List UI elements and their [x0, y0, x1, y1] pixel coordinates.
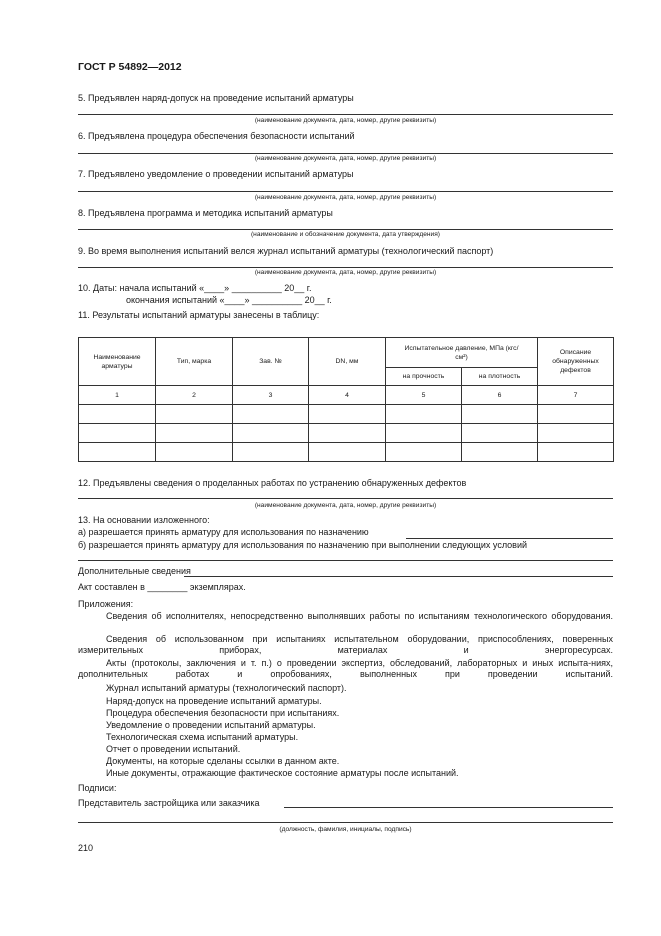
copies-text: Акт составлен в ________ экземплярах. — [78, 582, 246, 592]
col-number: 3 — [233, 386, 309, 405]
appendix-item: Документы, на которые сделаны ссылки в данном акте. — [106, 756, 340, 766]
caption-doc: (наименование документа, дата, номер, другие реквизиты) — [254, 117, 437, 124]
col-number: 5 — [386, 386, 462, 405]
fill-line — [78, 191, 613, 192]
item-8: 8. Предъявлена программа и методика испытаний арматуры — [78, 208, 333, 218]
appendix-item: Технологическая схема испытаний арматуры. — [106, 732, 299, 742]
fill-line — [78, 114, 613, 115]
appendix-item: Уведомление о проведении испытаний арматуры. — [106, 720, 316, 730]
appendix-item: Отчет о проведении испытаний. — [106, 744, 241, 754]
item-10-start-date: 10. Даты: начала испытаний «____» __________ 20__ г. — [78, 283, 312, 293]
fill-line — [78, 153, 613, 154]
col-number: 2 — [156, 386, 233, 405]
fill-line — [284, 807, 613, 808]
fill-line — [78, 560, 613, 561]
appendix-item: Акты (протоколы, заключения и т. п.) о проведении экспертиз, обследований, лабораторных и иных испыта-ниях, дополнительных работах и опробованиях, выполненных при проведении испытаний. — [78, 658, 613, 679]
item-5: 5. Предъявлен наряд-допуск на проведение испытаний арматуры — [78, 93, 354, 103]
results-table — [78, 337, 614, 462]
extra-info-label: Дополнительные сведения — [78, 566, 191, 576]
caption-doc: (наименование документа, дата, номер, другие реквизиты) — [254, 502, 437, 509]
fill-line — [184, 576, 613, 577]
col-header-strength: на прочность — [386, 368, 462, 386]
signatures-title: Подписи: — [78, 783, 117, 793]
caption-doc: (наименование документа, дата, номер, другие реквизиты) — [254, 269, 437, 276]
col-number: 6 — [462, 386, 538, 405]
fill-line — [406, 538, 613, 539]
appendix-item: Сведения об исполнителях, непосредственно выполнявших работы по испытаниям технологического оборудования. — [106, 611, 613, 621]
page-number: 210 — [78, 843, 94, 853]
caption-doc: (наименование документа, дата, номер, другие реквизиты) — [254, 194, 437, 201]
fill-line — [78, 498, 613, 499]
caption-doc: (наименование документа, дата, номер, другие реквизиты) — [254, 155, 437, 162]
appendix-item: Сведения об использованном при испытаниях испытательном оборудовании, приспособлениях, поверенных измерительных приборах, материалах и энергоресурсах. — [78, 634, 613, 655]
document-header: ГОСТ Р 54892—2012 — [78, 61, 182, 73]
table-row — [79, 424, 614, 443]
fill-line — [78, 229, 613, 230]
col-header-pressure: Испытательное давление, МПа (кгс/см²) — [386, 338, 538, 368]
col-header-name: Наименование арматуры — [79, 338, 156, 386]
col-header-tightness: на плотность — [462, 368, 538, 386]
col-header-serial: Зав. № — [233, 338, 309, 386]
representative-label: Представитель застройщика или заказчика — [78, 798, 260, 808]
col-header-type: Тип, марка — [156, 338, 233, 386]
item-13: 13. На основании изложенного: — [78, 515, 210, 525]
appendix-item: Наряд-допуск на проведение испытаний арматуры. — [106, 696, 322, 706]
item-9: 9. Во время выполнения испытаний велся журнал испытаний арматуры (технологический паспорт) — [78, 246, 494, 256]
item-13b: б) разрешается принять арматуру для использования по назначению при выполнении следующих условий — [78, 540, 528, 550]
item-12: 12. Предъявлены сведения о проделанных работах по устранению обнаруженных дефектов — [78, 478, 467, 488]
item-11: 11. Результаты испытаний арматуры занесены в таблицу: — [78, 310, 320, 320]
col-header-defects: Описание обнаруженных дефектов — [538, 338, 614, 386]
appendix-item: Журнал испытаний арматуры (технологический паспорт). — [106, 683, 347, 693]
fill-line — [78, 267, 613, 268]
appendix-item: Процедура обеспечения безопасности при испытаниях. — [106, 708, 340, 718]
caption-program: (наименование и обозначение документа, дата утверждения) — [250, 231, 440, 238]
appendix-title: Приложения: — [78, 599, 134, 609]
table-row — [79, 405, 614, 424]
col-number: 7 — [538, 386, 614, 405]
appendix-item: Иные документы, отражающие фактическое состояние арматуры после испытаний. — [106, 768, 459, 778]
item-13a: а) разрешается принять арматуру для использования по назначению — [78, 527, 369, 537]
caption-sign: (должность, фамилия, инициалы, подпись) — [279, 826, 412, 833]
col-number: 1 — [79, 386, 156, 405]
item-10-end-date: окончания испытаний «____» __________ 20__ г. — [126, 295, 332, 305]
table-row — [79, 443, 614, 462]
item-7: 7. Предъявлено уведомление о проведении испытаний арматуры — [78, 169, 354, 179]
col-header-dn: DN, мм — [309, 338, 386, 386]
col-number: 4 — [309, 386, 386, 405]
item-6: 6. Предъявлена процедура обеспечения безопасности испытаний — [78, 131, 355, 141]
fill-line — [78, 822, 613, 823]
